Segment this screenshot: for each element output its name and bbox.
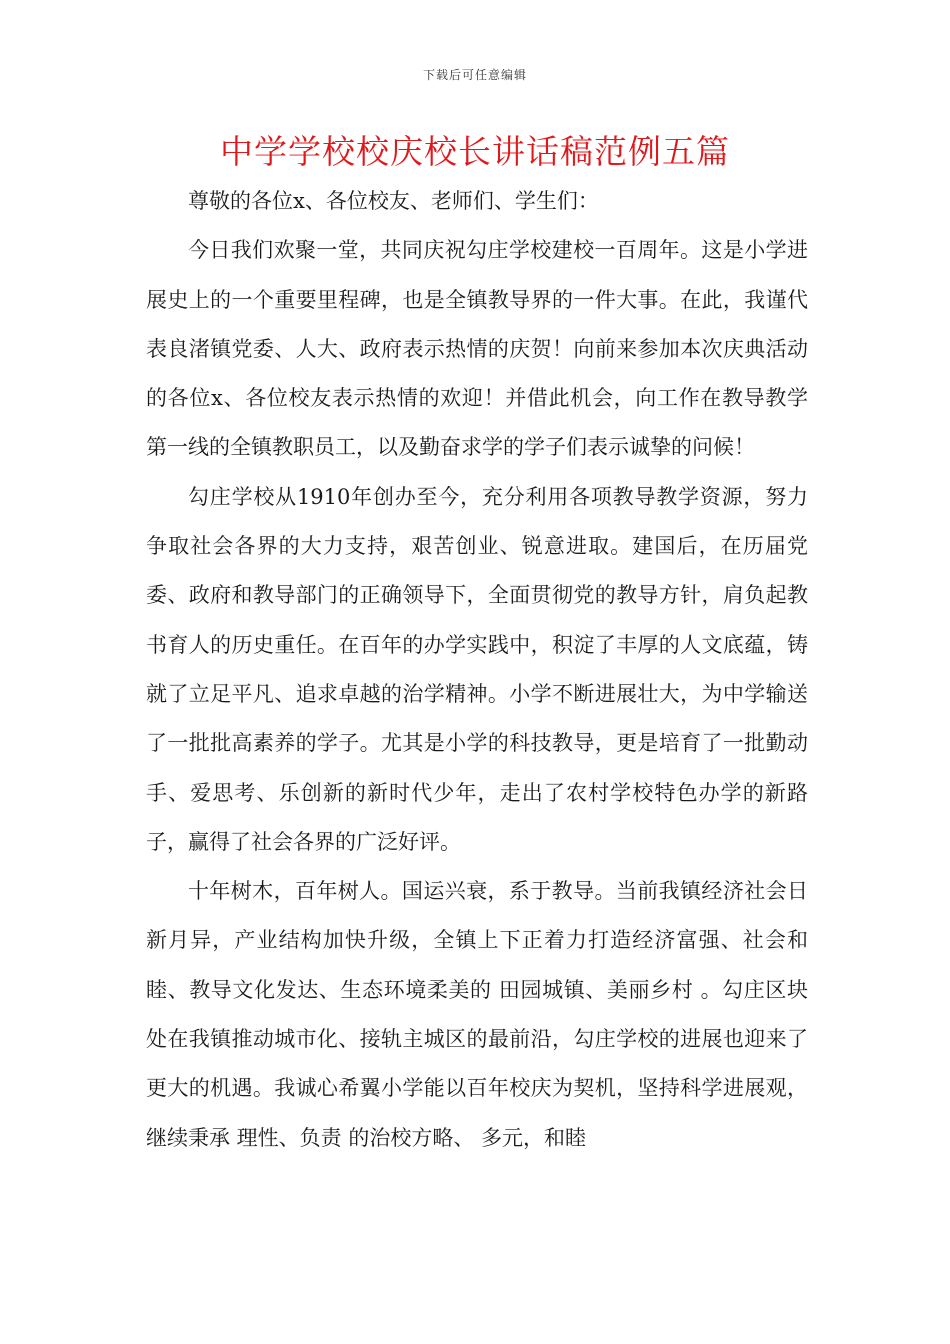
salutation-paragraph: 尊敬的各位x、各位校友、老师们、学生们： — [188, 189, 599, 213]
document-title: 中学学校校庆校长讲话稿范例五篇 — [220, 132, 730, 171]
body-paragraph: 勾庄学校从1910年创办至今，充分利用各项教导教学资源，努力争取社会各界的大力支持，艰苦创业、锐意进取。建国后，在历届党委、政府和教导部门的正确领导下，全面贯彻党的教导方针，肩负起教书育人的历史重任。在百年的办学实践中，积淀了丰厚的人文底蕴，铸就了立足平凡、追求卓越的治学精神。小学不断进展壮大，为中学输送了一批批高素养的学子。尤其是小学的科技教导，更是培育了一批勤动手、爱思考、乐创新的新时代少年，走出了农村学校特色办学的新路子，赢得了社会各界的广泛好评。 — [146, 484, 808, 854]
body-paragraph: 十年树木，百年树人。国运兴衰，系于教导。当前我镇经济社会日新月异，产业结构加快升级，全镇上下正着力打造经济富强、社会和睦、教导文化发达、生态环境柔美的 田园城镇、美丽乡村 。勾庄区块处在我镇推动城市化、接轨主城区的最前沿，勾庄学校的进展也迎来了更大的机遇。我诚心希翼小学能以百年校庆为契机，坚持科学进展观，继续秉承 理性、负责 的治校方略、 多元，和睦 — [146, 879, 808, 1150]
body-paragraph: 今日我们欢聚一堂，共同庆祝勾庄学校建校一百周年。这是小学进展史上的一个重要里程碑，也是全镇教导界的一件大事。在此，我谨代表良渚镇党委、人大、政府表示热情的庆贺！向前来参加本次庆典活动的各位x、各位校友表示热情的欢迎！并借此机会，向工作在教导教学第一线的全镇教职员工，以及勤奋求学的学子们表示诚挚的问候！ — [146, 238, 808, 460]
document-body — [146, 177, 808, 1163]
header-note: 下载后可任意编辑 — [422, 68, 527, 82]
